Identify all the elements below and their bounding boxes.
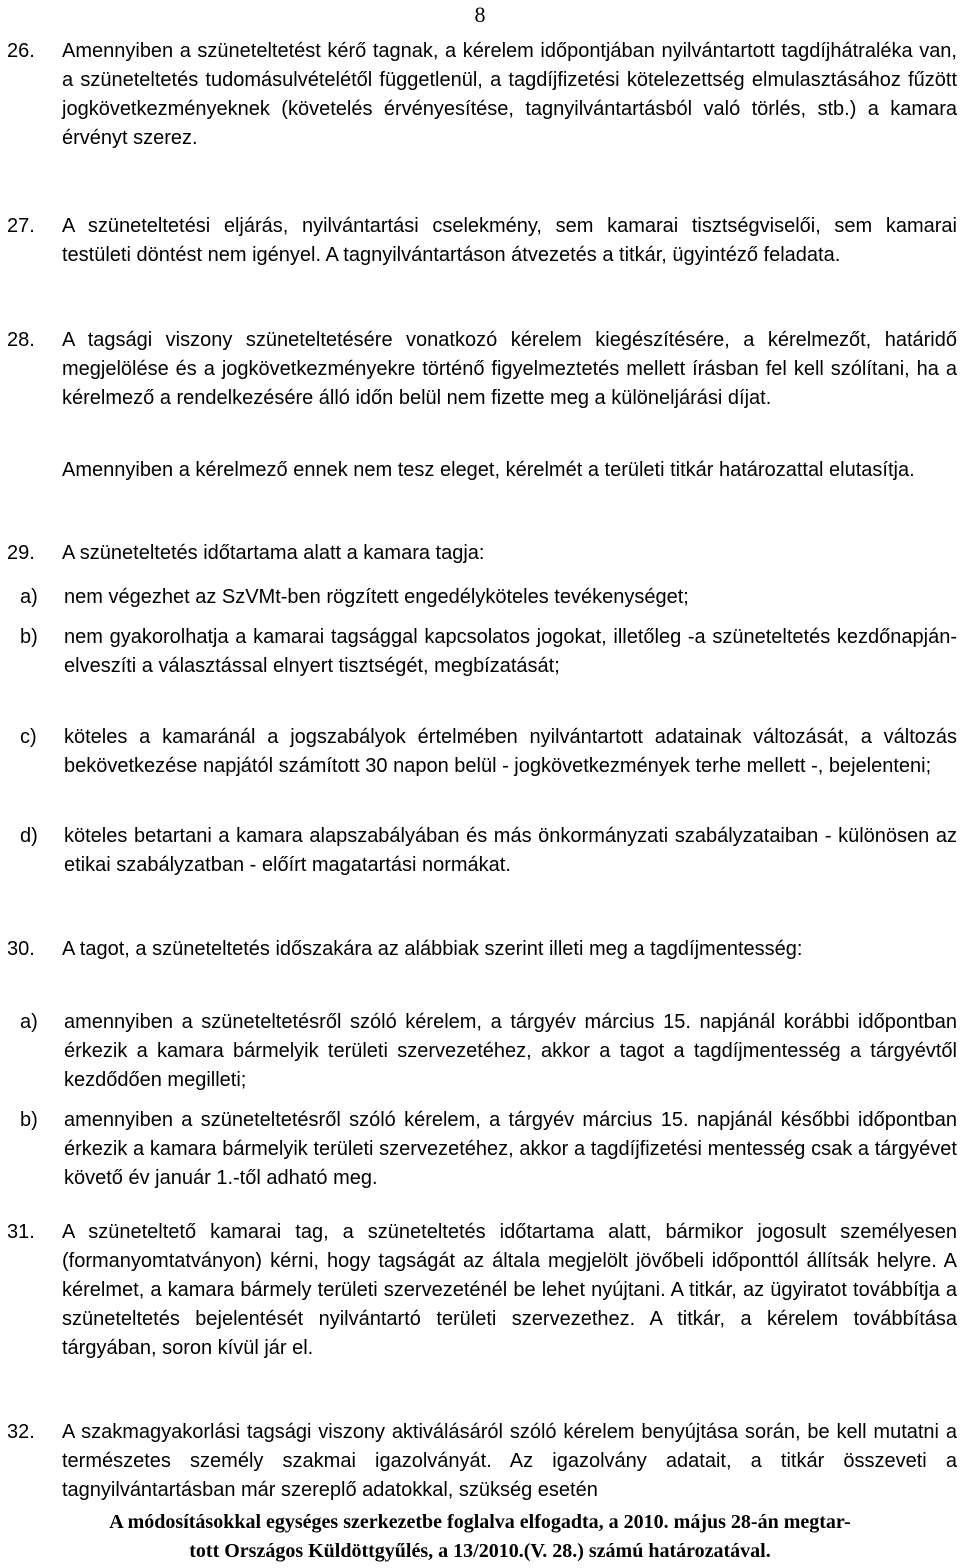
page-number: 8 <box>474 2 486 27</box>
page-footer <box>0 1508 960 1566</box>
paragraph-text: A szüneteltetési eljárás, nyilvántartási cselekmény, sem kamarai tisztségviselői, sem kamarai testületi döntést nem igényel. A tagnyilvántartáson átvezetés a titkár, ügyintéző feladata. <box>62 215 957 266</box>
list-item-29-a <box>20 583 957 612</box>
paragraph-text: A szakmagyakorlási tagsági viszony aktiválásáról szóló kérelem benyújtása során, be kell mutatni a természetes személy szakmai igazolványát. Az igazolvány adatait, a titkár összeveti a tagnyilvántartásban már szereplő adatokkal, szükség esetén <box>62 1421 957 1501</box>
paragraph-text: Amennyiben a kérelmező ennek nem tesz eleget, kérelmét a területi titkár határozattal elutasítja. <box>62 459 915 481</box>
paragraph-text: A tagot, a szüneteltetés időszakára az alábbiak szerint illeti meg a tagdíjmentesség: <box>62 938 803 960</box>
list-letter: b) <box>20 1109 38 1131</box>
paragraph-number: 29. <box>7 542 35 564</box>
paragraph-number: 28. <box>7 329 35 351</box>
paragraph-number: 32. <box>7 1421 35 1443</box>
footer-line-2: tott Országos Küldöttgyűlés, a 13/2010.(V. 28.) számú határozatával. <box>189 1540 771 1562</box>
paragraph-number: 31. <box>7 1221 35 1243</box>
paragraph-30 <box>7 935 957 964</box>
list-item-29-b <box>20 623 957 681</box>
paragraph-number: 30. <box>7 938 35 960</box>
list-letter: d) <box>20 825 38 847</box>
list-item-29-d <box>20 822 957 880</box>
list-text: nem végezhet az SzVMt-ben rögzített engedélyköteles tevékenységet; <box>64 586 689 608</box>
paragraph-text: A szüneteltetés időtartama alatt a kamara tagja: <box>62 542 485 564</box>
footer-line-1: A módosításokkal egységes szerkezetbe foglalva elfogadta, a 2010. május 28-án megtar- <box>109 1511 851 1533</box>
paragraph-27 <box>7 212 957 270</box>
paragraph-28-continuation <box>7 456 957 485</box>
list-item-29-c <box>20 723 957 781</box>
list-letter: b) <box>20 626 38 648</box>
paragraph-number: 27. <box>7 215 35 237</box>
paragraph-32 <box>7 1418 957 1505</box>
paragraph-text: A tagsági viszony szüneteltetésére vonatkozó kérelem kiegészítésére, a kérelmezőt, határidő megjelölése és a jogkövetkezményekre történő figyelmeztetés mellett írásban fel kell szólítani, ha a kérelmező a rendelkezésére álló időn belül nem fizette meg a különeljárási díjat. <box>62 329 957 409</box>
list-text: köteles betartani a kamara alapszabályában és más önkormányzati szabályzataiban - különösen az etikai szabályzatban - előírt magatartási normákat. <box>64 825 957 876</box>
list-text: nem gyakorolhatja a kamarai tagsággal kapcsolatos jogokat, illetőleg -a szüneteltetés kezdőnapján- elveszíti a választással elnyert tisztségét, megbízatását; <box>64 626 957 677</box>
list-text: köteles a kamaránál a jogszabályok értelmében nyilvántartott adatainak változását, a változás bekövetkezése napjától számított 30 napon belül - jogkövetkezmények terhe mellett -, bejelenteni; <box>64 726 957 777</box>
list-item-30-b <box>20 1106 957 1193</box>
list-item-30-a <box>20 1008 957 1095</box>
list-letter: c) <box>20 726 37 748</box>
paragraph-31 <box>7 1218 957 1363</box>
list-text: amennyiben a szüneteltetésről szóló kérelem, a tárgyév március 15. napjánál korábbi időpontban érkezik a kamara bármelyik területi szervezetéhez, akkor a tagot a tagdíjmentesség a tárgyévtől kezdődően megilleti; <box>64 1011 957 1091</box>
list-text: amennyiben a szüneteltetésről szóló kérelem, a tárgyév március 15. napjánál későbbi időpontban érkezik a kamara bármelyik területi szervezetéhez, akkor a tagdíjfizetési mentesség csak a tárgyévet követő év január 1.-től adható meg. <box>64 1109 957 1189</box>
list-letter: a) <box>20 586 38 608</box>
list-letter: a) <box>20 1011 38 1033</box>
paragraph-29 <box>7 539 957 568</box>
paragraph-number: 26. <box>7 40 35 62</box>
paragraph-26 <box>7 37 957 153</box>
paragraph-text: A szüneteltető kamarai tag, a szüneteltetés időtartama alatt, bármikor jogosult személyesen (formanyomtatványon) kérni, hogy tagságát az általa megjelölt jövőbeli időponttól állítsák helyre. A kérelmet, a kamara bármely területi szervezeténél be lehet nyújtani. A titkár, az ügyiratot továbbítja a szüneteltetés bejelentését nyilvántartó területi szervezethez. A titkár, a kérelem továbbítása tárgyában, soron kívül jár el. <box>62 1221 957 1359</box>
paragraph-text: Amennyiben a szüneteltetést kérő tagnak, a kérelem időpontjában nyilvántartott tagdíjhátraléka van, a szüneteltetés tudomásulvételétől függetlenül, a tagdíjfizetési kötelezettség elmulasztásához fűzött jogkövetkezményeknek (követelés érvényesítése, tagnyilvántartásból való törlés, stb.) a kamara érvényt szerez. <box>62 40 957 149</box>
paragraph-28 <box>7 326 957 413</box>
